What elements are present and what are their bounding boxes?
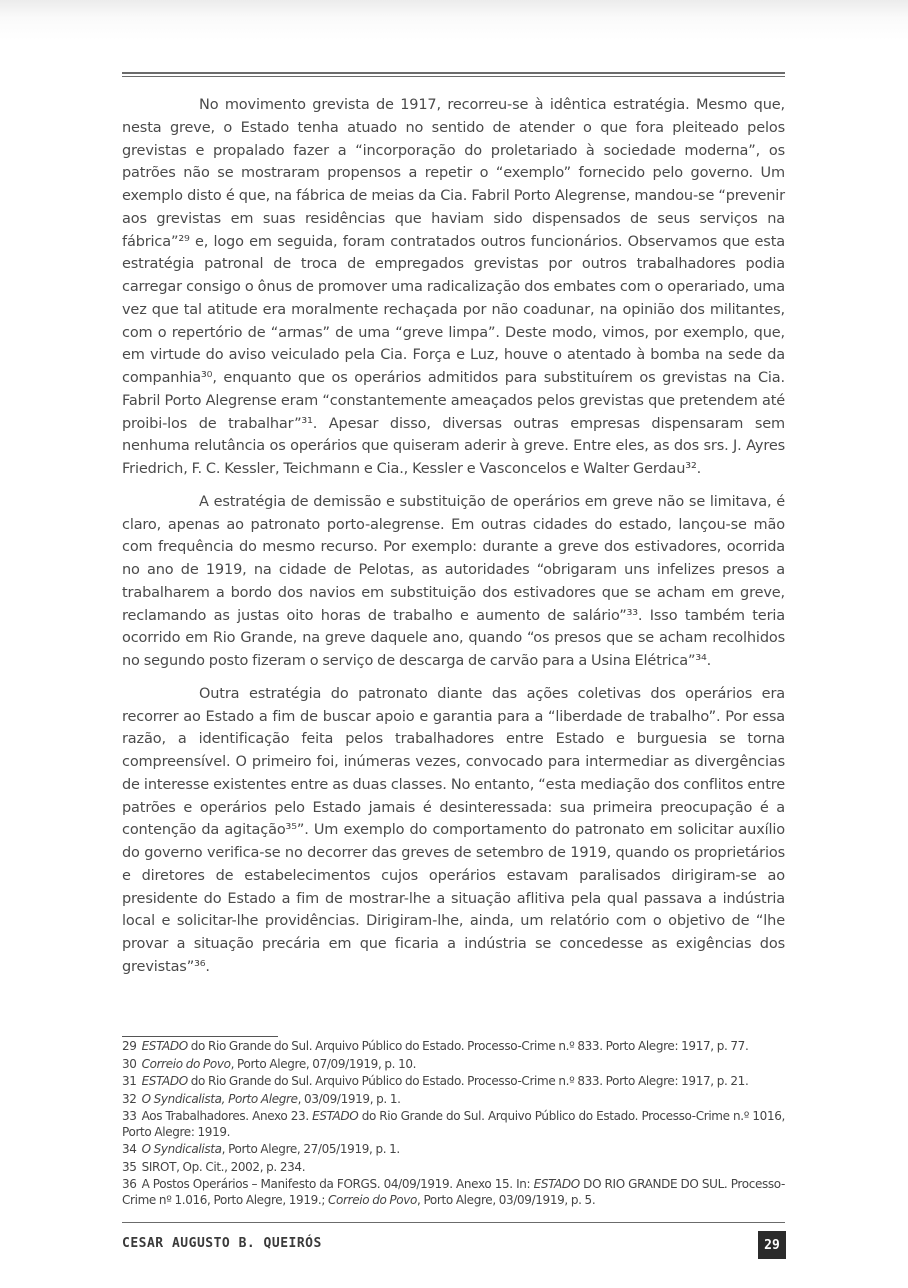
footnote-italic-2: Correio do Povo [328,1192,418,1207]
footer-rule [122,1222,785,1223]
paragraph: A estratégia de demissão e substituição de operários em greve não se limitava, é claro, apenas ao patronato porto-alegrense. Em outras cidades do estado, lançou-se mão com frequência do mesmo recurso. Por exemplo: durante a greve dos estivadores, ocorrida no ano de 1919, na cidade de Pelotas, as autoridades “obrigaram uns infelizes presos a trabalharem a bordo dos navios em substituição dos estivadores que se acham em greve, reclamando as justas oito horas de trabalho e aumento de salário”³³. Isso também teria ocorrido em Rio Grande, na greve daquele ano, quando “os presos que se acham recolhidos no segundo posto fizeram o serviço de descarga de carvão para a Usina Elétrica”³⁴. [122,493,785,669]
footnote-number: 36 [122,1177,137,1191]
footnote-text: do Rio Grande do Sul. Arquivo Público do Estado. Processo-Crime n.º 833. Porto Alegre: 1917, p. 21. [187,1074,749,1088]
footnote-italic: ESTADO [533,1177,580,1191]
footnote-number: 34 [122,1142,137,1156]
footnote-number: 30 [122,1056,137,1071]
footnote [122,1109,785,1140]
footnote-text: do Rio Grande do Sul. Arquivo Público do Estado. Processo-Crime n.º 1016, Porto Alegre: 1919. [122,1109,785,1139]
footnote [122,1074,785,1090]
footnote-text: DO RIO GRANDE DO SUL. Processo-Crime nº 1.016, Porto Alegre, 1919.; [122,1177,785,1207]
footnote-italic: O Syndicalista [141,1142,222,1156]
footnote [122,1160,785,1176]
footnote-number: 32 [122,1091,137,1106]
footnote-text: , Porto Alegre, 27/05/1919, p. 1. [221,1142,400,1156]
footnote-text: , Porto Alegre, 07/09/1919, p. 10. [230,1056,417,1071]
footnote-text-before: Aos Trabalhadores. Anexo 23. [141,1109,313,1123]
footnote-text-before: A Postos Operários – Manifesto da FORGS. 04/09/1919. Anexo 15. In: [141,1177,534,1191]
footnote-number: 33 [122,1109,137,1123]
footnote-text: , 03/09/1919, p. 1. [297,1091,401,1106]
footnote-number: 29 [122,1039,137,1053]
footnote-text: do Rio Grande do Sul. Arquivo Público do Estado. Processo-Crime n.º 833. Porto Alegre: 1917, p. 77. [187,1039,749,1053]
footnote-text-2: , Porto Alegre, 03/09/1919, p. 5. [417,1192,596,1207]
running-footer-author: CESAR AUGUSTO B. QUEIRÓS [122,1236,322,1251]
footnote [122,1142,785,1158]
paragraph: Outra estratégia do patronato diante das ações coletivas dos operários era recorrer ao Estado a fim de buscar apoio e garantia para a “liberdade de trabalho”. Por essa razão, a identificação feita pelos trabalhadores entre Estado e burguesia se torna compreensível. O primeiro foi, inúmeras vezes, convocado para intermediar as divergências de interesse existentes entre as duas classes. No entanto, “esta mediação dos conflitos entre patrões e operários pelo Estado jamais é desinteressada: sua primeira preocupação é a contenção da agitação³⁵”. Um exemplo do comportamento do patronato em solicitar auxílio do governo verifica-se no decorrer das greves de setembro de 1919, quando os proprietários e diretores de estabelecimentos cujos operários estavam paralisados dirigiram-se ao presidente do Estado a fim de mostrar-lhe a situação aflitiva pela qual passava a indústria local e solicitar-lhe providências. Dirigiram-lhe, ainda, um relatório com o objetivo de “lhe provar a situação precária em que ficaria a indústria se concedesse as exigências dos grevistas”³⁶. [122,685,785,975]
paragraph: No movimento grevista de 1917, recorreu-se à idêntica estratégia. Mesmo que, nesta greve, o Estado tenha atuado no sentido de atender o que fora pleiteado pelos grevistas e propalado fazer a “incorporação do proletariado à sociedade moderna”, os patrões não se mostraram propensos a repetir o “exemplo” fornecido pelo governo. Um exemplo disto é que, na fábrica de meias da Cia. Fabril Porto Alegrense, mandou-se “prevenir aos grevistas em suas residências que haviam sido dispensados de seus serviços na fábrica”²⁹ e, logo em seguida, foram contratados outros funcionários. Observamos que esta estratégia patronal de troca de empregados grevistas por outros trabalhadores podia carregar consigo o ônus de promover uma radicalização dos embates com o operariado, uma vez que tal atitude era moralmente rechaçada por não coadunar, na opinião dos militantes, com o repertório de “armas” de uma “greve limpa”. Deste modo, vimos, por exemplo, que, em virtude do aviso veiculado pela Cia. Força e Luz, houve o atentado à bomba na sede da companhia³⁰, enquanto que os operários admitidos para substituírem os grevistas na Cia. Fabril Porto Alegrense eram “constantemente ameaçados pelos grevistas que pretendem até proibi-los de trabalhar”³¹. Apesar disso, diversas outras empresas dispensaram sem nenhuma relutância os operários que quiseram aderir à greve. Entre eles, as dos srs. J. Ayres Friedrich, F. C. Kessler, Teichmann e Cia., Kessler e Vasconcelos e Walter Gerdau³². [122,97,785,477]
page-number: 29 [758,1231,786,1259]
footnote-number: 35 [122,1159,137,1174]
footnote-italic: ESTADO [141,1039,188,1053]
footnote-separator [122,1036,278,1037]
footnote-italic: Correio do Povo [141,1056,231,1071]
footnote-number: 31 [122,1074,137,1088]
footnote [122,1057,785,1073]
footnote-italic: ESTADO [312,1109,359,1123]
footnotes [122,1039,785,1210]
footnote-italic: O Syndicalista, Porto Alegre [141,1091,298,1106]
header-rule [122,72,785,77]
footnote [122,1177,785,1208]
footnote [122,1092,785,1108]
footnote-italic: ESTADO [141,1074,188,1088]
footnote [122,1039,785,1055]
body-text [122,94,785,989]
footnote-text: SIROT, Op. Cit., 2002, p. 234. [141,1159,306,1174]
